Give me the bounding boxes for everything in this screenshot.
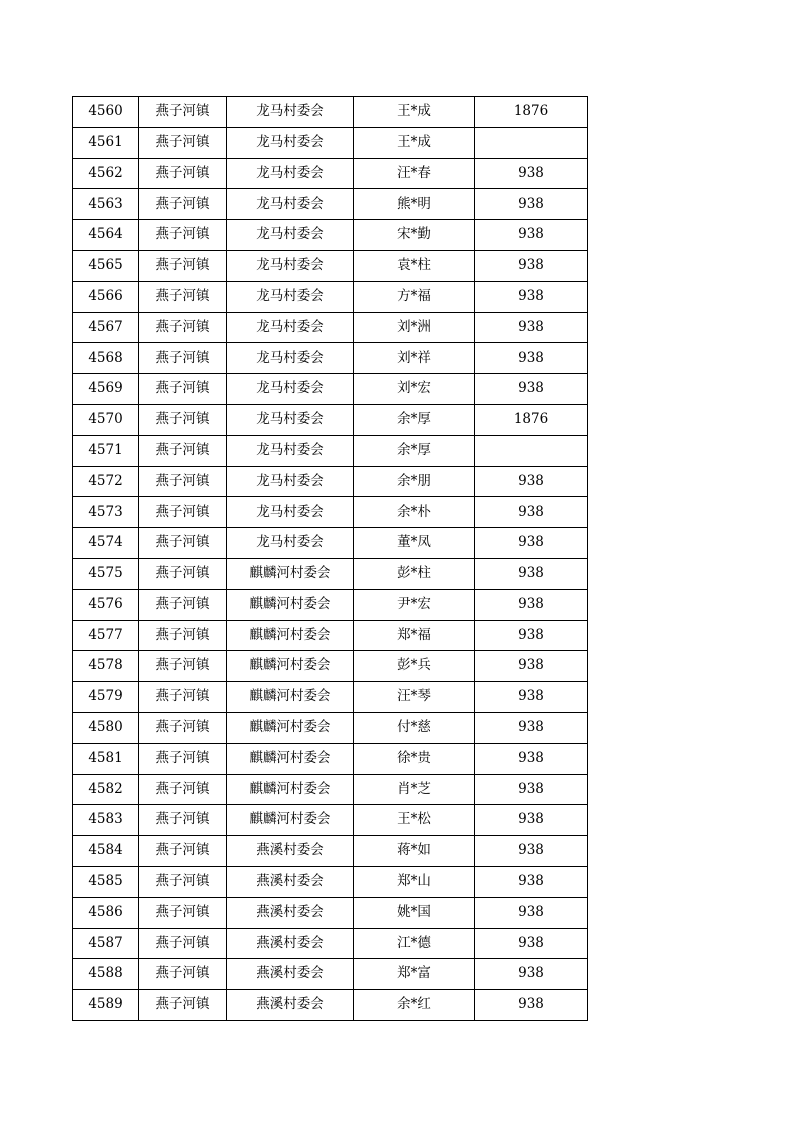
person-name-cell: 汪*春 [354,158,475,189]
row-number-cell: 4576 [73,589,139,620]
amount-cell: 938 [475,558,588,589]
amount-cell: 938 [475,343,588,374]
town-cell: 燕子河镇 [139,589,227,620]
table-row [73,466,588,497]
village-committee-cell: 龙马村委会 [227,312,354,343]
village-committee-cell: 龙马村委会 [227,97,354,128]
village-committee-cell: 龙马村委会 [227,189,354,220]
row-number-cell: 4580 [73,712,139,743]
village-committee-cell: 龙马村委会 [227,466,354,497]
town-cell: 燕子河镇 [139,189,227,220]
amount-cell: 938 [475,959,588,990]
village-committee-cell: 龙马村委会 [227,281,354,312]
row-number-cell: 4567 [73,312,139,343]
person-name-cell: 王*成 [354,97,475,128]
amount-cell [475,127,588,158]
town-cell: 燕子河镇 [139,866,227,897]
village-committee-cell: 麒麟河村委会 [227,712,354,743]
row-number-cell: 4569 [73,374,139,405]
person-name-cell: 彭*兵 [354,651,475,682]
row-number-cell: 4588 [73,959,139,990]
person-name-cell: 王*成 [354,127,475,158]
row-number-cell: 4584 [73,836,139,867]
table-row [73,127,588,158]
town-cell: 燕子河镇 [139,682,227,713]
row-number-cell: 4571 [73,435,139,466]
village-committee-cell: 龙马村委会 [227,343,354,374]
town-cell: 燕子河镇 [139,374,227,405]
row-number-cell: 4560 [73,97,139,128]
row-number-cell: 4564 [73,220,139,251]
table-row [73,651,588,682]
table-row [73,712,588,743]
village-committee-cell: 龙马村委会 [227,220,354,251]
amount-cell: 938 [475,497,588,528]
table-row [73,312,588,343]
town-cell: 燕子河镇 [139,466,227,497]
town-cell: 燕子河镇 [139,250,227,281]
person-name-cell: 郑*富 [354,959,475,990]
person-name-cell: 余*厚 [354,404,475,435]
town-cell: 燕子河镇 [139,620,227,651]
row-number-cell: 4582 [73,774,139,805]
row-number-cell: 4583 [73,805,139,836]
amount-cell: 938 [475,712,588,743]
village-committee-cell: 龙马村委会 [227,404,354,435]
table-row [73,589,588,620]
town-cell: 燕子河镇 [139,435,227,466]
amount-cell: 1876 [475,97,588,128]
table-row [73,97,588,128]
row-number-cell: 4589 [73,990,139,1021]
amount-cell: 938 [475,620,588,651]
table-row [73,374,588,405]
village-committee-cell: 燕溪村委会 [227,897,354,928]
row-number-cell: 4573 [73,497,139,528]
town-cell: 燕子河镇 [139,712,227,743]
amount-cell: 938 [475,466,588,497]
village-committee-cell: 龙马村委会 [227,435,354,466]
town-cell: 燕子河镇 [139,404,227,435]
person-name-cell: 余*朋 [354,466,475,497]
town-cell: 燕子河镇 [139,281,227,312]
person-name-cell: 肖*芝 [354,774,475,805]
town-cell: 燕子河镇 [139,897,227,928]
amount-cell: 938 [475,990,588,1021]
table-row [73,836,588,867]
row-number-cell: 4572 [73,466,139,497]
row-number-cell: 4570 [73,404,139,435]
row-number-cell: 4581 [73,743,139,774]
table-row [73,620,588,651]
amount-cell: 938 [475,682,588,713]
person-name-cell: 姚*国 [354,897,475,928]
row-number-cell: 4585 [73,866,139,897]
table-row [73,774,588,805]
person-name-cell: 方*福 [354,281,475,312]
person-name-cell: 袁*柱 [354,250,475,281]
row-number-cell: 4562 [73,158,139,189]
person-name-cell: 汪*琴 [354,682,475,713]
amount-cell: 938 [475,928,588,959]
village-committee-cell: 麒麟河村委会 [227,620,354,651]
amount-cell: 938 [475,774,588,805]
amount-cell: 938 [475,805,588,836]
person-name-cell: 尹*宏 [354,589,475,620]
amount-cell: 938 [475,743,588,774]
row-number-cell: 4587 [73,928,139,959]
person-name-cell: 郑*福 [354,620,475,651]
row-number-cell: 4586 [73,897,139,928]
table-body [73,97,588,1021]
village-committee-cell: 麒麟河村委会 [227,558,354,589]
town-cell: 燕子河镇 [139,343,227,374]
person-name-cell: 付*慈 [354,712,475,743]
village-committee-cell: 麒麟河村委会 [227,682,354,713]
person-name-cell: 余*红 [354,990,475,1021]
town-cell: 燕子河镇 [139,990,227,1021]
table-row [73,805,588,836]
village-committee-cell: 龙马村委会 [227,374,354,405]
town-cell: 燕子河镇 [139,220,227,251]
town-cell: 燕子河镇 [139,928,227,959]
row-number-cell: 4577 [73,620,139,651]
amount-cell: 938 [475,528,588,559]
person-name-cell: 蒋*如 [354,836,475,867]
row-number-cell: 4574 [73,528,139,559]
village-committee-cell: 燕溪村委会 [227,866,354,897]
subsidy-table [72,96,588,1021]
row-number-cell: 4566 [73,281,139,312]
village-committee-cell: 麒麟河村委会 [227,774,354,805]
village-committee-cell: 麒麟河村委会 [227,651,354,682]
town-cell: 燕子河镇 [139,528,227,559]
person-name-cell: 徐*贵 [354,743,475,774]
table-row [73,990,588,1021]
table-row [73,158,588,189]
town-cell: 燕子河镇 [139,743,227,774]
row-number-cell: 4575 [73,558,139,589]
table-row [73,189,588,220]
amount-cell: 938 [475,220,588,251]
amount-cell: 938 [475,374,588,405]
person-name-cell: 刘*宏 [354,374,475,405]
town-cell: 燕子河镇 [139,312,227,343]
table-row [73,343,588,374]
person-name-cell: 彭*柱 [354,558,475,589]
town-cell: 燕子河镇 [139,805,227,836]
amount-cell [475,435,588,466]
village-committee-cell: 龙马村委会 [227,158,354,189]
town-cell: 燕子河镇 [139,97,227,128]
table-row [73,866,588,897]
village-committee-cell: 麒麟河村委会 [227,589,354,620]
row-number-cell: 4568 [73,343,139,374]
town-cell: 燕子河镇 [139,558,227,589]
row-number-cell: 4561 [73,127,139,158]
village-committee-cell: 龙马村委会 [227,250,354,281]
town-cell: 燕子河镇 [139,497,227,528]
village-committee-cell: 燕溪村委会 [227,959,354,990]
person-name-cell: 刘*祥 [354,343,475,374]
amount-cell: 938 [475,189,588,220]
person-name-cell: 宋*勤 [354,220,475,251]
village-committee-cell: 麒麟河村委会 [227,805,354,836]
amount-cell: 938 [475,651,588,682]
table-row [73,220,588,251]
person-name-cell: 江*德 [354,928,475,959]
table-row [73,558,588,589]
person-name-cell: 余*朴 [354,497,475,528]
town-cell: 燕子河镇 [139,651,227,682]
town-cell: 燕子河镇 [139,836,227,867]
person-name-cell: 熊*明 [354,189,475,220]
amount-cell: 938 [475,312,588,343]
table-row [73,897,588,928]
amount-cell: 938 [475,281,588,312]
village-committee-cell: 燕溪村委会 [227,836,354,867]
table-row [73,959,588,990]
amount-cell: 938 [475,897,588,928]
row-number-cell: 4565 [73,250,139,281]
table-row [73,281,588,312]
row-number-cell: 4579 [73,682,139,713]
table-row [73,928,588,959]
person-name-cell: 刘*洲 [354,312,475,343]
village-committee-cell: 燕溪村委会 [227,928,354,959]
amount-cell: 938 [475,589,588,620]
town-cell: 燕子河镇 [139,959,227,990]
table-row [73,404,588,435]
row-number-cell: 4578 [73,651,139,682]
table-row [73,497,588,528]
village-committee-cell: 麒麟河村委会 [227,743,354,774]
village-committee-cell: 龙马村委会 [227,528,354,559]
person-name-cell: 董*凤 [354,528,475,559]
person-name-cell: 郑*山 [354,866,475,897]
person-name-cell: 王*松 [354,805,475,836]
table-row [73,250,588,281]
amount-cell: 938 [475,866,588,897]
amount-cell: 1876 [475,404,588,435]
row-number-cell: 4563 [73,189,139,220]
table-row [73,528,588,559]
town-cell: 燕子河镇 [139,774,227,805]
town-cell: 燕子河镇 [139,158,227,189]
amount-cell: 938 [475,836,588,867]
table-row [73,435,588,466]
amount-cell: 938 [475,250,588,281]
village-committee-cell: 龙马村委会 [227,497,354,528]
village-committee-cell: 燕溪村委会 [227,990,354,1021]
table-row [73,682,588,713]
village-committee-cell: 龙马村委会 [227,127,354,158]
table-row [73,743,588,774]
town-cell: 燕子河镇 [139,127,227,158]
person-name-cell: 余*厚 [354,435,475,466]
amount-cell: 938 [475,158,588,189]
